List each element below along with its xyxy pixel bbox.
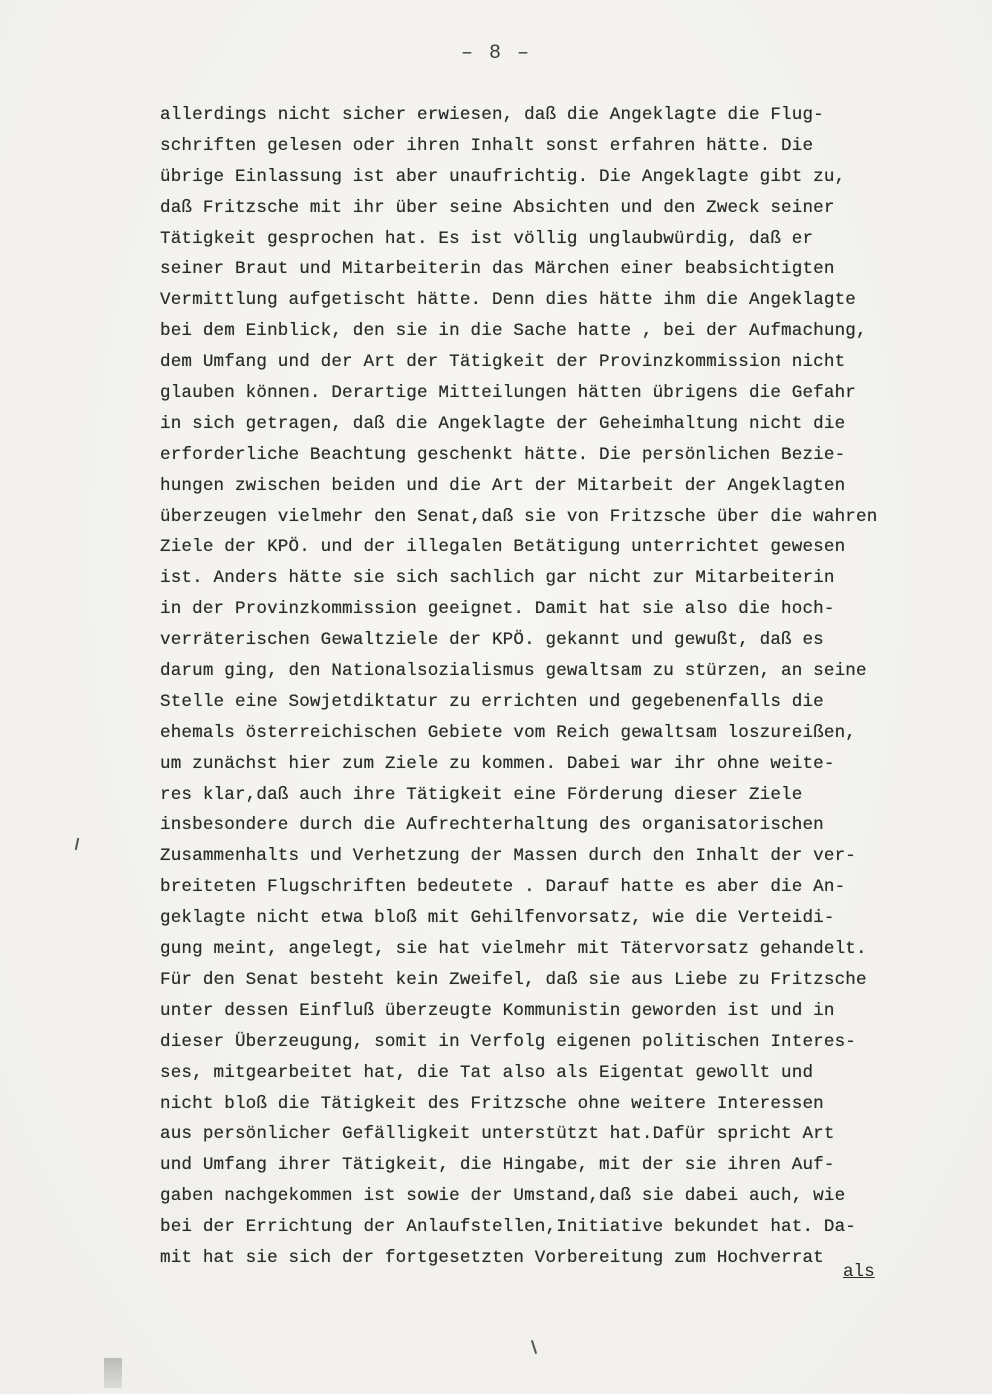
text-line: dem Umfang und der Art der Tätigkeit der Provinzkommission nicht	[160, 352, 846, 373]
scan-artifact	[104, 1358, 122, 1388]
text-line: unter dessen Einfluß überzeugte Kommunistin geworden ist und in	[160, 1000, 835, 1021]
text-line: res klar,daß auch ihre Tätigkeit eine Förderung dieser Ziele	[160, 784, 803, 805]
text-line: bei der Errichtung der Anlaufstellen,Initiative bekundet hat. Da-	[160, 1217, 857, 1238]
text-line: Für den Senat besteht kein Zweifel, daß sie aus Liebe zu Fritzsche	[160, 969, 867, 990]
text-line: glauben können. Derartige Mitteilungen hätten übrigens die Gefahr	[160, 383, 857, 404]
text-line: seiner Braut und Mitarbeiterin das Märchen einer beabsichtigten	[160, 259, 835, 280]
text-line: Zusammenhalts und Verhetzung der Massen durch den Inhalt der ver-	[160, 846, 857, 867]
text-line: gaben nachgekommen ist sowie der Umstand,daß sie dabei auch, wie	[160, 1186, 846, 1207]
text-line: erforderliche Beachtung geschenkt hätte. Die persönlichen Bezie-	[160, 444, 846, 465]
text-line: überzeugen vielmehr den Senat,daß sie von Fritzsche über die wahren	[160, 506, 878, 527]
text-line: nicht bloß die Tätigkeit des Fritzsche ohne weitere Interessen	[160, 1093, 824, 1114]
text-line: Stelle eine Sowjetdiktatur zu errichten und gegebenenfalls die	[160, 691, 824, 712]
text-line: um zunächst hier zum Ziele zu kommen. Dabei war ihr ohne weite-	[160, 753, 835, 774]
text-line: breiteten Flugschriften bedeutete . Darauf hatte es aber die An-	[160, 877, 846, 898]
text-line: ses, mitgearbeitet hat, die Tat also als Eigentat gewollt und	[160, 1062, 814, 1083]
text-line: hungen zwischen beiden und die Art der Mitarbeit der Angeklagten	[160, 475, 846, 496]
text-line: allerdings nicht sicher erwiesen, daß die Angeklagte die Flug-	[160, 105, 824, 125]
text-line: insbesondere durch die Aufrechterhaltung des organisatorischen	[160, 815, 824, 836]
text-line: Vermittlung aufgetischt hätte. Denn dies hätte ihm die Angeklagte	[160, 290, 857, 311]
text-line: mit hat sie sich der fortgesetzten Vorbereitung zum Hochverrat	[160, 1247, 824, 1268]
text-line: aus persönlicher Gefälligkeit unterstützt hat.Dafür spricht Art	[160, 1124, 835, 1145]
text-line: bei dem Einblick, den sie in die Sache hatte , bei der Aufmachung,	[160, 321, 867, 342]
text-line: in sich getragen, daß die Angeklagte der Geheimhaltung nicht die	[160, 413, 846, 434]
text-line: schriften gelesen oder ihren Inhalt sonst erfahren hätte. Die	[160, 135, 814, 156]
catchword: als	[843, 1262, 875, 1282]
text-line: Ziele der KPÖ. und der illegalen Betätigung unterrichtet gewesen	[160, 537, 846, 558]
margin-mark	[75, 838, 79, 850]
text-line: übrige Einlassung ist aber unaufrichtig. Die Angeklagte gibt zu,	[160, 166, 846, 187]
text-line: gung meint, angelegt, sie hat vielmehr mit Tätervorsatz gehandelt.	[160, 939, 867, 960]
text-line: dieser Überzeugung, somit in Verfolg eigenen politischen Interes-	[160, 1031, 857, 1052]
scan-mark	[531, 1340, 537, 1354]
text-line: daß Fritzsche mit ihr über seine Absichten und den Zweck seiner	[160, 197, 835, 218]
text-line: verräterischen Gewaltziele der KPÖ. gekannt und gewußt, daß es	[160, 630, 824, 651]
text-line: Tätigkeit gesprochen hat. Es ist völlig unglaubwürdig, daß er	[160, 228, 814, 249]
text-line: in der Provinzkommission geeignet. Damit hat sie also die hoch-	[160, 599, 835, 620]
page-number: – 8 –	[460, 42, 531, 65]
text-line: und Umfang ihrer Tätigkeit, die Hingabe, mit der sie ihren Auf-	[160, 1155, 835, 1176]
text-line: ehemals österreichischen Gebiete vom Reich gewaltsam loszureißen,	[160, 722, 857, 743]
text-line: geklagte nicht etwa bloß mit Gehilfenvorsatz, wie die Verteidi-	[160, 908, 835, 929]
text-line: ist. Anders hätte sie sich sachlich gar nicht zur Mitarbeiterin	[160, 568, 835, 589]
body-text	[160, 100, 990, 1274]
text-line: darum ging, den Nationalsozialismus gewaltsam zu stürzen, an seine	[160, 661, 867, 682]
